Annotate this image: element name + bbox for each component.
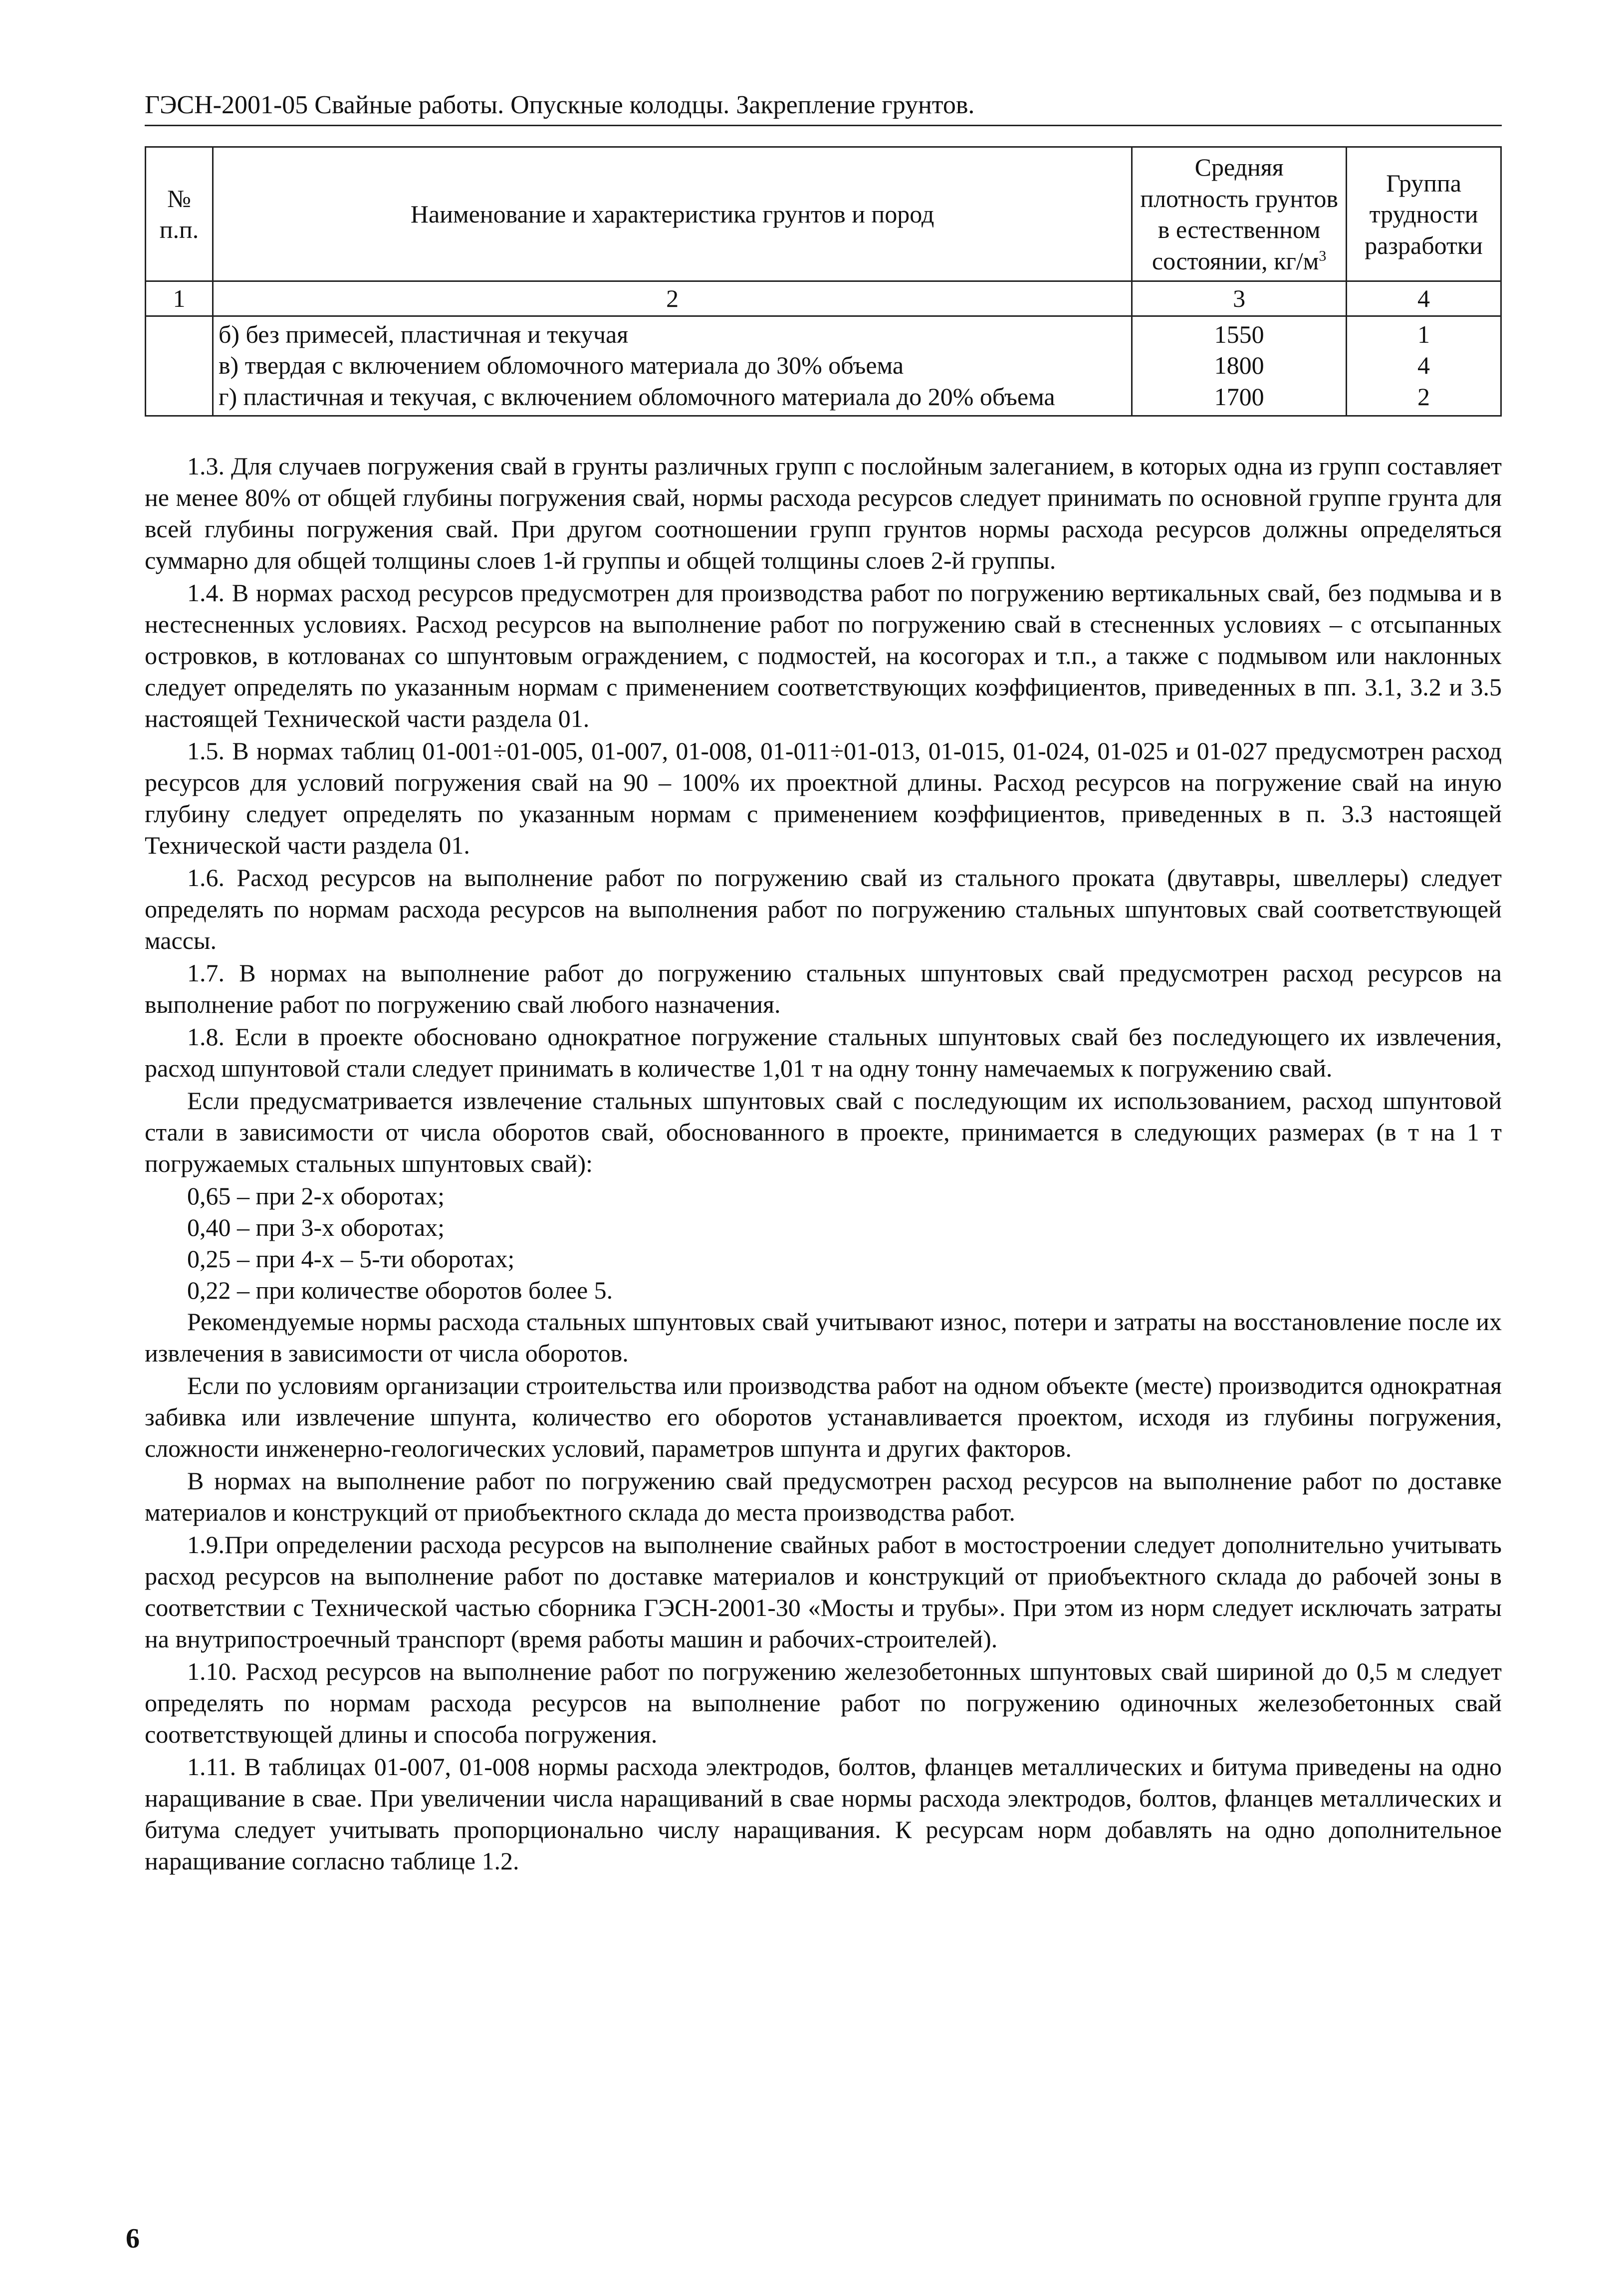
header-density-text: Средняя плотность грунтов в естественном состоянии, кг/м	[1140, 153, 1338, 275]
list-item: 0,40 – при 3-х оборотах;	[187, 1213, 445, 1242]
header-group: Группа трудности разработки	[1347, 147, 1501, 281]
page-number: 6	[126, 2223, 140, 2254]
paragraph-1-11: 1.11. В таблицах 01-007, 01-008 нормы расхода электродов, болтов, фланцев металлических и битума приведены на одно наращивание в свае. При увеличении числа наращиваний в свае нормы расхода электродов, болтов, фланцев металлических и битума следует учитывать пропорционально числу наращивания. К ресурсам норм добавлять на одно дополнительное наращивание согласно таблице 1.2.	[145, 1753, 1502, 1875]
table-header-row	[146, 147, 1501, 281]
soil-name: в) твердая с включением обломочного материала до 30% объема	[218, 351, 904, 380]
paragraph-1-3: 1.3. Для случаев погружения свай в грунты различных групп с послойным залеганием, в которых одна из групп составляет не менее 80% от общей глубины погружения свай, нормы расхода ресурсов следует принимать по основной группе грунта для всей глубины погружения свай. При другом соотношении групп грунтов нормы расхода ресурсов должны определяться суммарно для общей толщины слоев 1-й группы и общей толщины слоев 2-й группы.	[145, 452, 1502, 575]
paragraph-1-6: 1.6. Расход ресурсов на выполнение работ по погружению свай из стального проката (двутавры, швеллеры) следует определять по нормам расхода ресурсов на выполнения работ по погружению стальных шпунтовых свай соответствующей массы.	[145, 864, 1502, 955]
list-item: 0,25 – при 4-х – 5-ти оборотах;	[187, 1245, 515, 1273]
paragraph-delivery: В нормах на выполнение работ по погружению свай предусмотрен расход ресурсов на выполнение работ по доставке материалов и конструкций от приобъектного склада до места производства работ.	[145, 1467, 1502, 1527]
soil-name: б) без примесей, пластичная и текучая	[218, 320, 629, 348]
soil-name-cell	[213, 316, 1132, 416]
paragraph-1-8: 1.8. Если в проекте обосновано однократное погружение стальных шпунтовых свай без последующего их извлечения, расход шпунтовой стали следует принимать в количестве 1,01 т на одну тонну намечаемых к погружению свай.	[145, 1023, 1502, 1083]
density-value: 1800	[1214, 351, 1264, 380]
density-value: 1700	[1214, 382, 1264, 411]
column-number: 3	[1132, 281, 1347, 316]
row-number-cell	[146, 316, 213, 416]
paragraph-1-10: 1.10. Расход ресурсов на выполнение работ по погружению железобетонных шпунтовых свай шириной до 0,5 м следует определять по нормам расхода ресурсов на выполнение работ по погружению одиночных железобетонных свай соответствующей длины и способа погружения.	[145, 1657, 1502, 1749]
group-value: 4	[1417, 351, 1430, 380]
header-density-sup: 3	[1319, 247, 1327, 264]
column-number: 2	[213, 281, 1132, 316]
paragraph-recommended: Рекомендуемые нормы расхода стальных шпунтовых свай учитывают износ, потери и затраты на восстановление после их извлечения в зависимости от числа оборотов.	[145, 1308, 1502, 1368]
paragraph-1-4: 1.4. В нормах расход ресурсов предусмотрен для производства работ по погружению вертикальных свай, без подмыва и в нестесненных условиях. Расход ресурсов на выполнение работ по погружению свай в стесненных условиях – с отсыпанных островков, в котлованах со шпунтовым ограждением, с подмостей, на косогорах и т.п., а также с подмывом или наклонных следует определять по указанным нормам с применением соответствующих коэффициентов, приведенных в пп. 3.1, 3.2 и 3.5 настоящей Технической части раздела 01.	[145, 579, 1502, 733]
group-value: 2	[1417, 382, 1430, 411]
soil-table	[145, 146, 1502, 417]
table-numbering-row	[146, 281, 1501, 316]
header-soil-name: Наименование и характеристика грунтов и пород	[213, 147, 1132, 281]
paragraph-1-9: 1.9.При определении расхода ресурсов на выполнение свайных работ в мостостроении следует дополнительно учитывать расход ресурсов на выполнение работ по доставке материалов и конструкций от приобъектного склада до рабочей зоны в соответствии с Технической частью сборника ГЭСН-2001-30 «Мосты и трубы». При этом из норм следует исключать затраты на внутрипостроечный транспорт (время работы машин и рабочих-строителей).	[145, 1531, 1502, 1653]
table-row	[146, 316, 1501, 416]
paragraph-single-driving: Если по условиям организации строительства или производства работ на одном объекте (месте) производится однократная забивка или извлечение шпунта, количество его оборотов устанавливается проектом, исходя из глубины погружения, сложности инженерно-геологических условий, параметров шпунта и других факторов.	[145, 1372, 1502, 1463]
header-number: № п.п.	[146, 147, 213, 281]
body-text	[145, 451, 1502, 1877]
column-number: 4	[1347, 281, 1501, 316]
paragraph-extraction: Если предусматривается извлечение стальных шпунтовых свай с последующим их использованием, расход шпунтовой стали в зависимости от числа оборотов свай, обоснованного в проекте, принимается в следующих размерах (в т на 1 т погружаемых стальных шпунтовых свай):	[145, 1087, 1502, 1178]
header-density	[1132, 147, 1347, 281]
density-value: 1550	[1214, 320, 1264, 348]
paragraph-1-5: 1.5. В нормах таблиц 01-001÷01-005, 01-007, 01-008, 01-011÷01-013, 01-015, 01-024, 01-025 и 01-027 предусмотрен расход ресурсов для условий погружения свай на 90 – 100% их проектной длины. Расход ресурсов на погружение свай на иную глубину следует определять по указанным нормам с применением коэффициентов, приведенных в п. 3.3 настоящей Технической части раздела 01.	[145, 737, 1502, 860]
document-page	[145, 90, 1502, 1878]
paragraph-1-7: 1.7. В нормах на выполнение работ до погружению стальных шпунтовых свай предусмотрен расход ресурсов на выполнение работ по погружению свай любого назначения.	[145, 959, 1502, 1019]
group-cell	[1347, 316, 1501, 416]
soil-name: г) пластичная и текучая, с включением обломочного материала до 20% объема	[218, 382, 1055, 411]
density-cell	[1132, 316, 1347, 416]
group-value: 1	[1417, 320, 1430, 348]
running-header: ГЭСН-2001-05 Свайные работы. Опускные колодцы. Закрепление грунтов.	[145, 90, 1502, 126]
list-item: 0,22 – при количестве оборотов более 5.	[187, 1276, 613, 1305]
column-number: 1	[146, 281, 213, 316]
list-item: 0,65 – при 2-х оборотах;	[187, 1182, 445, 1210]
